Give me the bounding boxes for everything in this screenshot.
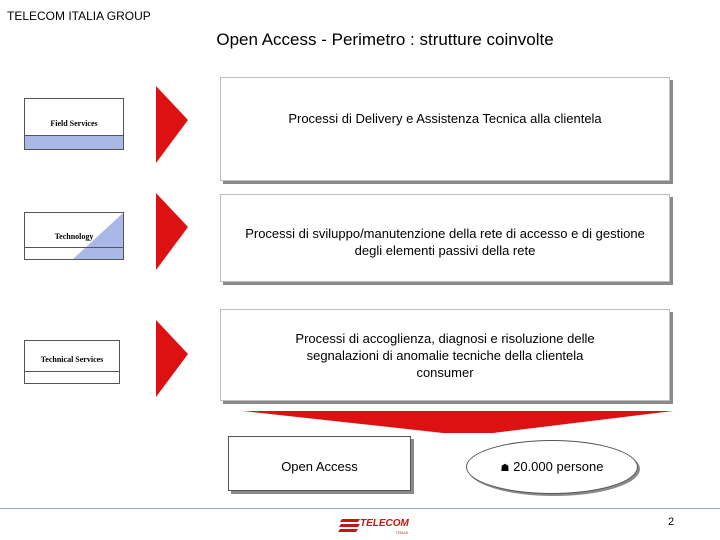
unit-label: Technology: [54, 231, 94, 241]
open-access-label: Open Access: [281, 459, 358, 474]
slide-title: Open Access - Perimetro : strutture coinvolte: [216, 30, 554, 49]
people-oval: [466, 440, 638, 494]
process-box-consumer: [220, 309, 670, 401]
open-access-box: [228, 436, 411, 491]
arrow-right-1: [156, 86, 190, 164]
process-text: Processi di accoglienza, diagnosi e risoluzione delle segnalazioni di anomalie tecniche della clientela consumer: [295, 331, 595, 380]
process-box-delivery: [220, 77, 670, 181]
unit-label: Field Services: [50, 118, 98, 128]
people-count: [467, 459, 637, 474]
footer-divider: [0, 508, 720, 509]
arrow-down: [243, 409, 673, 433]
people-icon: ☗: [500, 463, 510, 474]
telecom-logo: [338, 516, 418, 538]
process-text: Processi di Delivery e Assistenza Tecnica alla clientela: [288, 111, 602, 126]
page-number: 2: [668, 516, 675, 528]
arrow-right-3: [156, 320, 190, 398]
people-label: 20.000 persone: [513, 459, 604, 474]
logo-subtext: ITALIA: [396, 530, 408, 535]
unit-technical-services: [24, 340, 120, 384]
unit-technology: [24, 212, 124, 260]
logo-text: TELECOM: [360, 518, 409, 529]
arrow-right-2: [156, 193, 190, 271]
logo-stripes-icon: [338, 518, 360, 534]
unit-label: Technical Services: [40, 354, 104, 364]
unit-field-services: [24, 98, 124, 150]
process-box-network: [220, 194, 670, 282]
group-label: TELECOM ITALIA GROUP: [7, 9, 151, 23]
process-text: Processi di sviluppo/manutenzione della rete di accesso e di gestione degli elementi passivi della rete: [245, 226, 645, 258]
